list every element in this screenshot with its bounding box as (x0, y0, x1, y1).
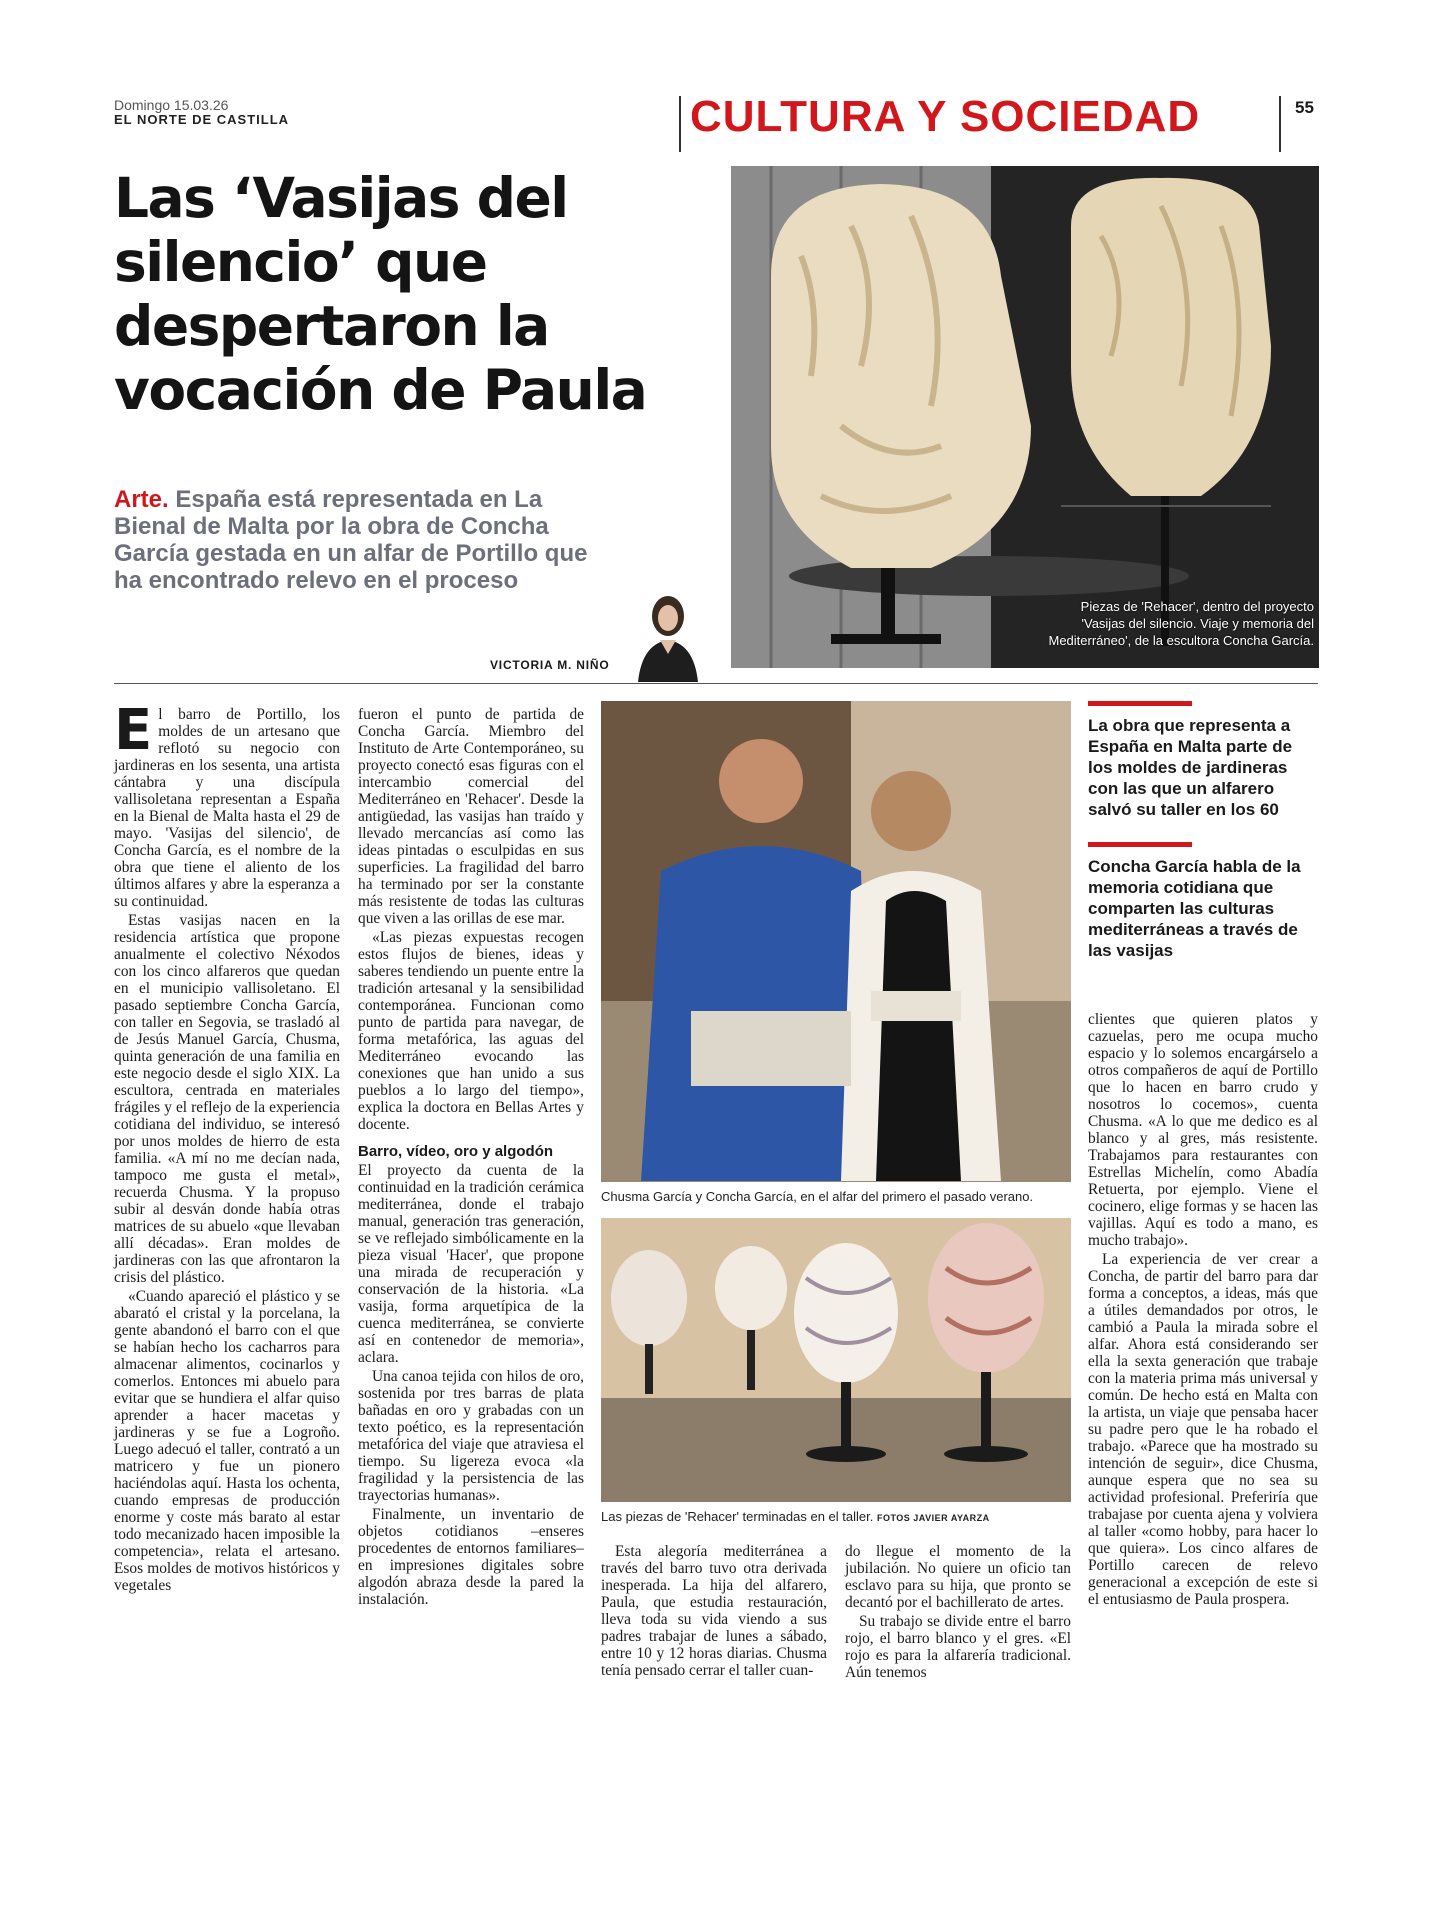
photo-caption: Chusma García y Concha García, en el alfar del primero el pasado verano. (601, 1189, 1034, 1204)
paragraph: Una canoa tejida con hilos de oro, sostenida por tres barras de plata bañadas en oro y grabadas con un texto poético, es la representación metafórica del viaje que atraviesa el tiempo. Su ligereza evoca «la fragilidad y la persistencia de las trayectorias humanas». (358, 1368, 584, 1504)
paragraph: Estas vasijas nacen en la residencia artística que propone anualmente el colectivo Néxodos con los cinco alfareros que quedan en el municipio vallisoletano. El pasado septiembre Concha García, con taller en Segovia, se trasladó al de Jesús Manuel García, Chusma, quinta generación de una familia en este negocio desde el siglo XIX. La escultora, centrada en materiales frágiles y el reflejo de la experiencia cotidiana del individuo, se interesó por unos moldes de hierro de esta familia. «A mí no me decían nada, tampoco me gusta el metal», recuerda Chusma. Y la propuso subir al desván donde había otras matrices de su abuelo «que llevaban allí décadas». Eran moldes de jardineras con las que afrontaron la crisis del plástico. (114, 912, 340, 1286)
paragraph-text: l barro de Portillo, los moldes de un artesano que reflotó su negocio con jardineras en los sesenta, una artista cántabra y una discípula vallisoletana representan a España en la Bienal de Malta hasta el 29 de mayo. 'Vasijas del silencio', de Concha García, es el nombre de la obra que tiene el aliento de los últimos alfares y abre la esperanza a su continuidad. (114, 706, 340, 910)
section-title: CULTURA Y SOCIEDAD (690, 92, 1201, 141)
header-divider (1279, 96, 1281, 152)
article-column (114, 698, 340, 1596)
finished-pieces-photo (601, 1218, 1071, 1502)
photo-caption (601, 1508, 1071, 1527)
byline: VICTORIA M. NIÑO (490, 658, 610, 672)
photo-credit: FOTOS JAVIER AYARZA (876, 1513, 990, 1523)
vessels-photo (731, 166, 1319, 668)
article-column (1088, 1011, 1318, 1610)
header-divider (679, 96, 681, 152)
article-column (845, 1543, 1071, 1683)
workshop-photo (601, 701, 1071, 1182)
photo-caption: Piezas de 'Rehacer', dentro del proyecto 'Vasijas del silencio. Viaje y memoria del Mediterráneo', de la escultora Concha García. (1048, 599, 1314, 648)
paragraph: «Las piezas expuestas recogen estos flujos de bienes, ideas y saberes tendiendo un puente entre la tradición artesanal y la sensibilidad contemporánea. Funcionan como punto de partida para navegar, de forma metafórica, las aguas del Mediterráneo evocando las conexiones que han unido a sus pueblos a lo largo del tiempo», explica la doctora en Bellas Artes y docente. (358, 929, 584, 1133)
paragraph: Finalmente, un inventario de objetos cotidianos –enseres procedentes de entornos familiares– en impresiones digitales sobre algodón abraza desde la pared la instalación. (358, 1506, 584, 1608)
drop-cap: E (114, 698, 153, 763)
pull-quote: La obra que representa a España en Malta parte de los moldes de jardineras con las que un alfarero salvó su taller en los 60 (1088, 716, 1293, 819)
pull-quote: Concha García habla de la memoria cotidiana que comparten las culturas mediterráneas a través de las vasijas (1088, 857, 1301, 960)
kicker: Arte. (114, 486, 169, 513)
paragraph: clientes que quieren platos y cazuelas, pero me ocupa mucho espacio y lo solemos encargárselo a otros compañeros de aquí de Portillo que lo hacen en barro crudo y nosotros lo cocemos», cuenta Chusma. «A lo que me dedico es al blanco y al gres, más resistente. Trabajamos para restaurantes con Estrellas Michelín, como Abadía Retuerta, por ejemplo. Viene el cocinero, elige formas y se hacen las vajillas. Aquí es todo a mano, es mucho trabajo». (1088, 1011, 1318, 1249)
section-rule (114, 683, 1318, 684)
newspaper-name: EL NORTE DE CASTILLA (114, 112, 290, 127)
issue-date: Domingo 15.03.26 (114, 97, 229, 113)
paragraph: El proyecto da cuenta de la continuidad en la tradición cerámica mediterránea, donde el trabajo manual, generación tras generación, se ve reflejado simbólicamente en la pieza visual 'Hacer', que propone una mirada de recuperación y conservación de la historia. «La vasija, forma arquetípica de la cuenca mediterránea, se convierte así en contenedor de memoria», aclara. (358, 1162, 584, 1366)
paragraph: Esta alegoría mediterránea a través del barro tuvo otra derivada inesperada. La hija del alfarero, Paula, que estudia restauración, lleva toda su vida viendo a sus padres trabajar de lunes a sábado, entre 10 y 12 horas diarias. Chusma tenía pensado cerrar el taller cuan- (601, 1543, 827, 1679)
subtitle-text: España está representada en La Bienal de Malta por la obra de Concha García gestada en un alfar de Portillo que ha encontrado relevo en el proceso (114, 486, 588, 594)
pull-quote-bar (1088, 842, 1192, 847)
article-column (601, 1543, 827, 1681)
section-subhead: Barro, vídeo, oro y algodón (358, 1143, 554, 1160)
paragraph (114, 698, 340, 910)
caption-text: Las piezas de 'Rehacer' terminadas en el taller. (601, 1509, 874, 1524)
paragraph: Su trabajo se divide entre el barro rojo, el barro blanco y el gres. «El rojo es para la alfarería tradicional. Aún tenemos (845, 1613, 1071, 1681)
page-number: 55 (1295, 98, 1314, 117)
paragraph: «Cuando apareció el plástico y se abarató el cristal y la porcelana, la gente abandonó el barro con el que se habían hecho los cacharros para almacenar alimentos, cocinarlos y comerlos. Entonces mi abuelo para evitar que se hundiera el alfar quiso aprender a hacer macetas y jardineras y se fue a Logroño. Luego adecuó el taller, contrató a un matricero y fue un pionero haciéndolas aquí. Hasta los ochenta, cuando empresas de producción enorme y coste más barato al estar todo mecanizado hacen imposible la competencia», relata el artesano. Esos moldes de motivos históricos y vegetales (114, 1288, 340, 1594)
article-column (358, 706, 584, 1610)
subtitle (114, 486, 614, 594)
headline: Las ‘Vasijas del silencio’ que despertaron la vocación de Paula (114, 166, 647, 422)
paragraph: do llegue el momento de la jubilación. No quiere un oficio tan esclavo para su hija, que pronto se decantó por el bachillerato de artes. (845, 1543, 1071, 1611)
paragraph: fueron el punto de partida de Concha García. Miembro del Instituto de Arte Contemporáneo, su proyecto conectó esas figuras con el intercambio comercial del Mediterráneo en 'Rehacer'. Desde la antigüedad, las vasijas han traído y llevado mercancías así como las ideas pintadas o esculpidas en sus superficies. La fragilidad del barro ha terminado por ser la constante más resistente de todas las culturas que viven a las orillas de ese mar. (358, 706, 584, 927)
paragraph: La experiencia de ver crear a Concha, de partir del barro para dar forma a conceptos, a ideas, más que a útiles demandados por otros, le cambió a Paula la mirada sobre el alfar. Ahora está considerando ser ella la sexta generación que trabaje con la materia prima más universal y común. De hecho está en Malta con la artista, un viaje que pensaba hacer su padre pero que le ha robado el trabajo. «Parece que ha mostrado su intención de seguir», dice Chusma, aunque espera que no sea su actividad profesional. Preferiría que trabajase por cuenta ajena y volviera al taller «como hobby, para hacer lo que quiera». Los cinco alfares de Portillo carecen de relevo generacional a excepción de este si el entusiasmo de Paula prospera. (1088, 1251, 1318, 1608)
pull-quote-bar (1088, 701, 1192, 706)
author-photo (630, 590, 702, 682)
